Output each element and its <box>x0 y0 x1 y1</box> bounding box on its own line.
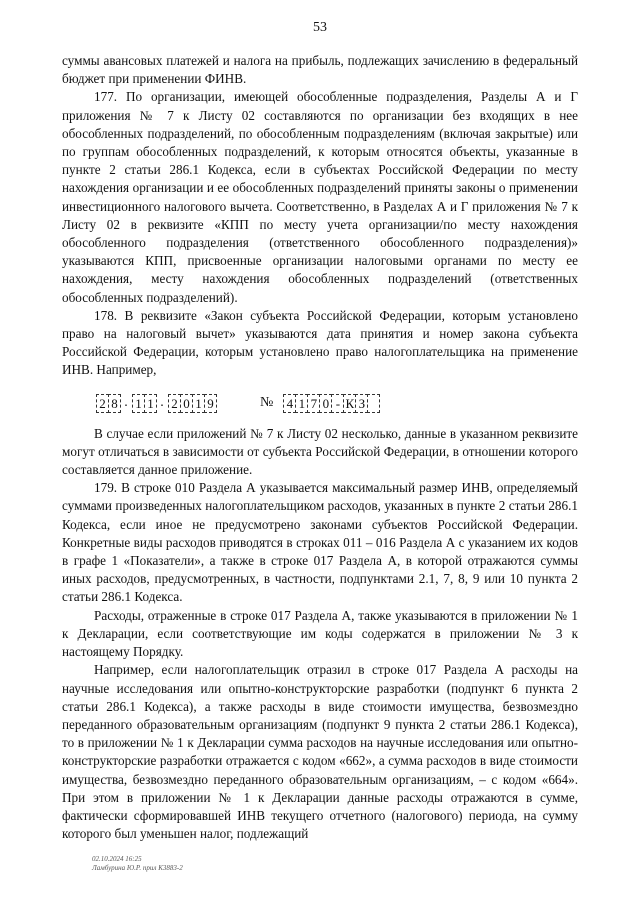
number-sign-label: № <box>260 395 274 411</box>
number-cell: З <box>355 394 368 413</box>
paragraph-179: 179. В строке 010 Раздела А указывается максимальный размер ИНВ, определяемый суммами произведенных налогоплательщиком расходов, указанных в пункте 2 статьи 286.1 Кодекса, если иное не предусмотрено законами субъектов Российской Федерации. Конкретные виды расходов приводятся в строках 011 – 016 Раздела А с указанием их кодов в графе 1 «Показатели», а также в строке 017 Раздела А, в которой отражаются суммы иных расходов, предусмотренных, в частности, подпунктами 2.1, 7, 8, 9 или 10 пункта 2 статьи 286.1 Кодекса. <box>62 480 578 605</box>
date-cell: 0 <box>180 394 193 413</box>
date-cell: 1 <box>144 394 157 413</box>
number-cell: 4 <box>283 394 296 413</box>
paragraph-continuation: суммы авансовых платежей и налога на прибыль, подлежащих зачислению в федеральный бюджет при применении ФИНВ. <box>62 53 578 87</box>
footer-timestamp: 02.10.2024 16:25 <box>92 855 142 863</box>
number-cell: 1 <box>295 394 308 413</box>
date-cell: 9 <box>204 394 217 413</box>
page-number: 53 <box>313 20 327 35</box>
date-separator: . <box>160 395 164 411</box>
number-cell <box>367 394 380 413</box>
footer-file-ref: Ламбурина Ю.Р. прил К3883-2 <box>92 864 183 872</box>
date-separator: . <box>124 395 128 411</box>
number-cell: К <box>343 394 356 413</box>
number-cell: - <box>331 394 344 413</box>
law-example-fields <box>96 394 578 413</box>
paragraph-line-017: Расходы, отраженные в строке 017 Раздела А, также указываются в приложении № 1 к Декларации, если соответствующие им коды содержатся в приложении № 3 к настоящему Порядку. <box>62 607 578 660</box>
number-cell: 7 <box>307 394 320 413</box>
date-cell: 1 <box>132 394 145 413</box>
paragraph-177: 177. По организации, имеющей обособленные подразделения, Разделы А и Г приложения № 7 к Листу 02 составляются по организации без входящих в нее обособленных подразделений, по обособленным подразделениям (включая закрытые) или по группам обособленных подразделений, к которым относятся объекты, указанные в пункте 2 статьи 286.1 Кодекса, если в субъектах Российской Федерации по месту нахождения организации и ее обособленных подразделений приняты законы о применении инвестиционного налогового вычета. Соответственно, в Разделах А и Г приложения № 7 к Листу 02 в реквизите «КПП по месту учета организации/по месту нахождения обособленного подразделения (ответственного обособленного подразделения)» указываются КПП, присвоенные организации налоговыми органами по месту ее нахождения, месту нахождения обособленных подразделений (ответственных обособленных подразделений). <box>62 89 578 305</box>
document-footer-stamp <box>92 855 183 873</box>
date-cell: 2 <box>96 394 109 413</box>
paragraph-multiple-appendices: В случае если приложений № 7 к Листу 02 несколько, данные в указанном реквизите могут отличаться в зависимости от субъекта Российской Федерации, в отношении которого составляется данное приложение. <box>62 425 578 478</box>
law-number-cells <box>283 394 379 413</box>
date-cell: 1 <box>192 394 205 413</box>
law-date-cells <box>96 394 216 413</box>
date-cell: 2 <box>168 394 181 413</box>
paragraph-178: 178. В реквизите «Закон субъекта Российской Федерации, которым установлено право на налоговый вычет» указываются дата принятия и номер закона субъекта Российской Федерации, которым установлено право налогоплательщика на применение ИНВ. Например, <box>62 307 578 378</box>
number-cell: 0 <box>319 394 332 413</box>
paragraph-example: Например, если налогоплательщик отразил в строке 017 Раздела А расходы на научные исследования или опытно-конструкторские разработки (подпункт 6 пункта 2 статьи 286.1 Кодекса), а также расходы в виде стоимости имущества, безвозмездно переданного образовательным организациям (подпункт 9 пункта 2 статьи 286.1 Кодекса), то в приложении № 1 к Декларации сумма расходов на научные исследования или опытно-конструкторские разработки отражается с кодом «662», а сумма расходов в виде стоимости имущества, безвозмездно переданного образовательным организациям, – с кодом «664». При этом в приложении № 1 к Декларации данные расходы отражаются в сумме, фактически сформировавшей ИНВ текущего отчетного (налогового) периода, на сумму которого был уменьшен налог, подлежащий <box>62 662 578 842</box>
date-cell: 8 <box>108 394 121 413</box>
document-body <box>62 52 578 843</box>
